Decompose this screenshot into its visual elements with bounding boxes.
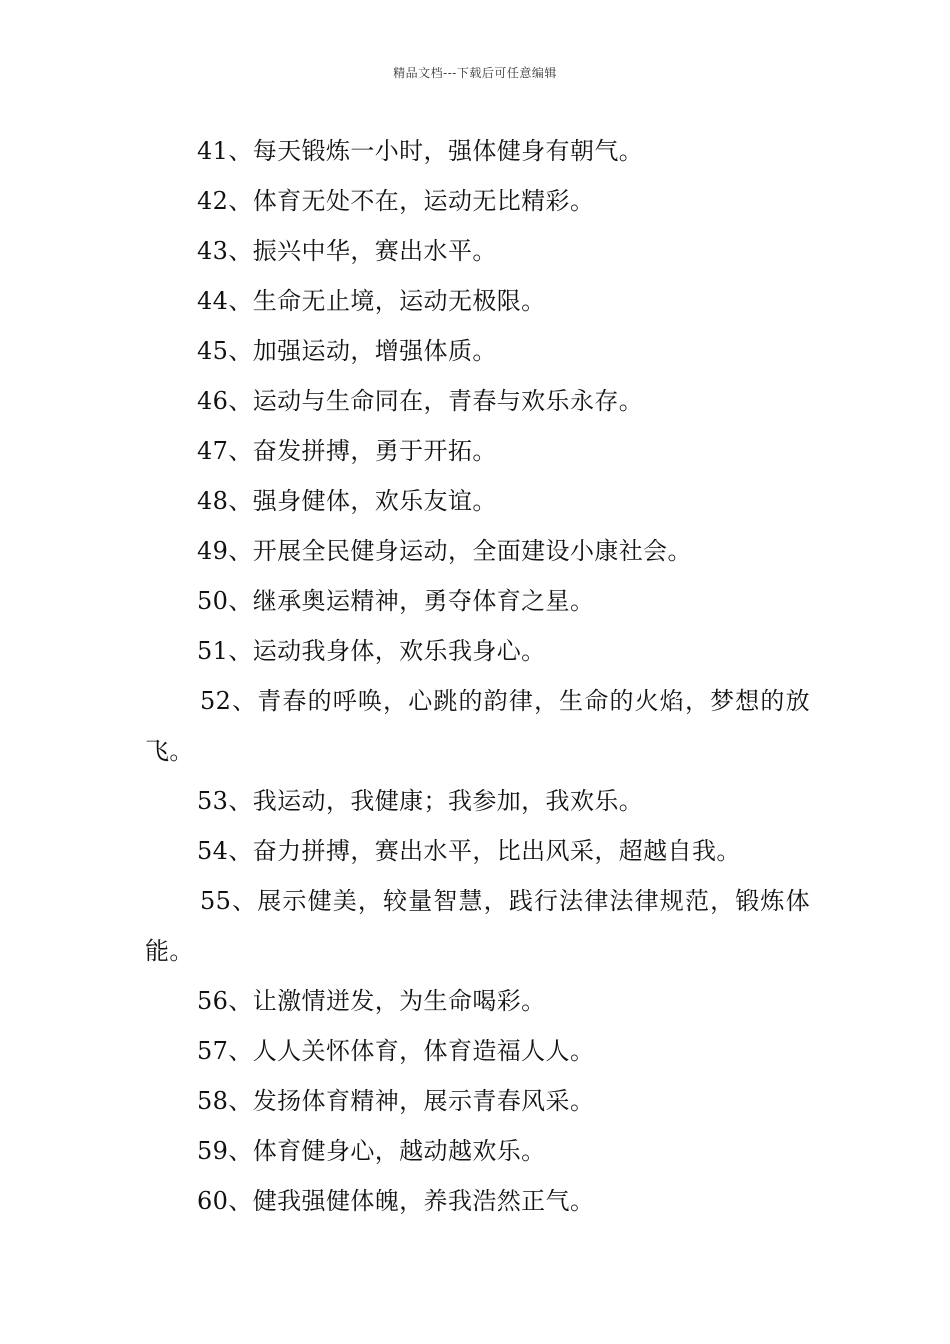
page-header: 精品文档---下载后可任意编辑 [393,66,557,80]
slogan-item: 51、运动我身体，欢乐我身心。 [197,637,546,665]
slogan-item: 50、继承奥运精神，勇夺体育之星。 [197,587,595,615]
slogan-item: 58、发扬体育精神，展示青春风采。 [197,1087,595,1115]
slogan-item: 41、每天锻炼一小时，强体健身有朝气。 [197,137,644,165]
slogan-item: 49、开展全民健身运动，全面建设小康社会。 [197,537,692,565]
slogan-item: 59、体育健身心，越动越欢乐。 [197,1137,546,1165]
slogan-item: 53、我运动，我健康；我参加，我欢乐。 [197,787,644,815]
slogan-item: 55、展示健美，较量智慧，践行法律法律规范，锻炼体能。 [145,887,810,965]
slogan-item: 45、加强运动，增强体质。 [197,337,497,365]
slogan-item: 42、体育无处不在，运动无比精彩。 [197,187,595,215]
slogan-item: 54、奋力拼搏，赛出水平，比出风采，超越自我。 [197,837,741,865]
slogan-item: 48、强身健体，欢乐友谊。 [197,487,497,515]
slogan-item: 46、运动与生命同在，青春与欢乐永存。 [197,387,644,415]
slogan-item: 44、生命无止境，运动无极限。 [197,287,546,315]
slogan-item: 60、健我强健体魄，养我浩然正气。 [197,1187,595,1215]
slogan-list [145,126,810,1226]
slogan-item: 52、青春的呼唤，心跳的韵律，生命的火焰，梦想的放飞。 [145,687,810,765]
slogan-item: 47、奋发拼搏，勇于开拓。 [197,437,497,465]
slogan-item: 57、人人关怀体育，体育造福人人。 [197,1037,595,1065]
slogan-item: 43、振兴中华，赛出水平。 [197,237,497,265]
slogan-item: 56、让激情迸发，为生命喝彩。 [197,987,546,1015]
